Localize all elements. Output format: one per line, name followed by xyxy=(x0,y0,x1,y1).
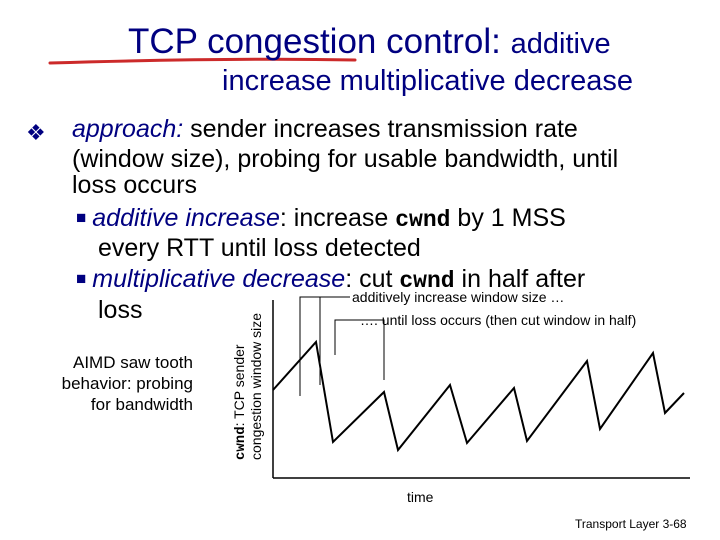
approach-label: approach: xyxy=(72,115,184,143)
bullet-line-loss: loss xyxy=(98,296,143,324)
bullet-line-1: approach: sender increases transmission rate xyxy=(72,115,578,143)
slide-subtitle: increase multiplicative decrease xyxy=(222,65,634,97)
callout-leader-loss xyxy=(335,320,356,355)
cwnd-sawtooth-line xyxy=(273,342,684,450)
sub-item-additive-increase: ■ additive increase: increase cwnd by 1 MSS xyxy=(76,204,566,233)
callout-leader-additive xyxy=(300,297,350,396)
annotation-additive-increase: additively increase window size … xyxy=(352,289,565,305)
slide-footer: Transport Layer 3-68 xyxy=(575,517,687,531)
square-bullet-icon: ■ xyxy=(76,269,87,288)
aimd-side-label: AIMD saw tooth behavior: probing for bandwidth xyxy=(61,353,193,414)
title-small: additive xyxy=(510,28,611,60)
diamond-bullet-icon: ❖ xyxy=(26,120,46,145)
code-cwnd: cwnd xyxy=(395,207,451,233)
title-main: TCP congestion control: xyxy=(128,22,511,61)
annotation-loss: …. until loss occurs (then cut window in half) xyxy=(360,312,637,328)
code-cwnd: cwnd xyxy=(399,268,455,294)
callout-leader-loss-2 xyxy=(356,320,384,380)
square-bullet-icon: ■ xyxy=(76,208,87,227)
y-axis-label: cwnd: TCP sender congestion window size xyxy=(231,312,264,460)
bullet-line-2: (window size), probing for usable bandwidth, until xyxy=(72,145,619,173)
bullet-line-3: loss occurs xyxy=(72,171,198,199)
x-axis-label: time xyxy=(407,489,434,505)
sub-item-additive-increase-cont: every RTT until loss detected xyxy=(98,234,421,262)
sub-item-multiplicative-decrease: ■ multiplicative decrease: cut cwnd in half after xyxy=(76,265,586,294)
